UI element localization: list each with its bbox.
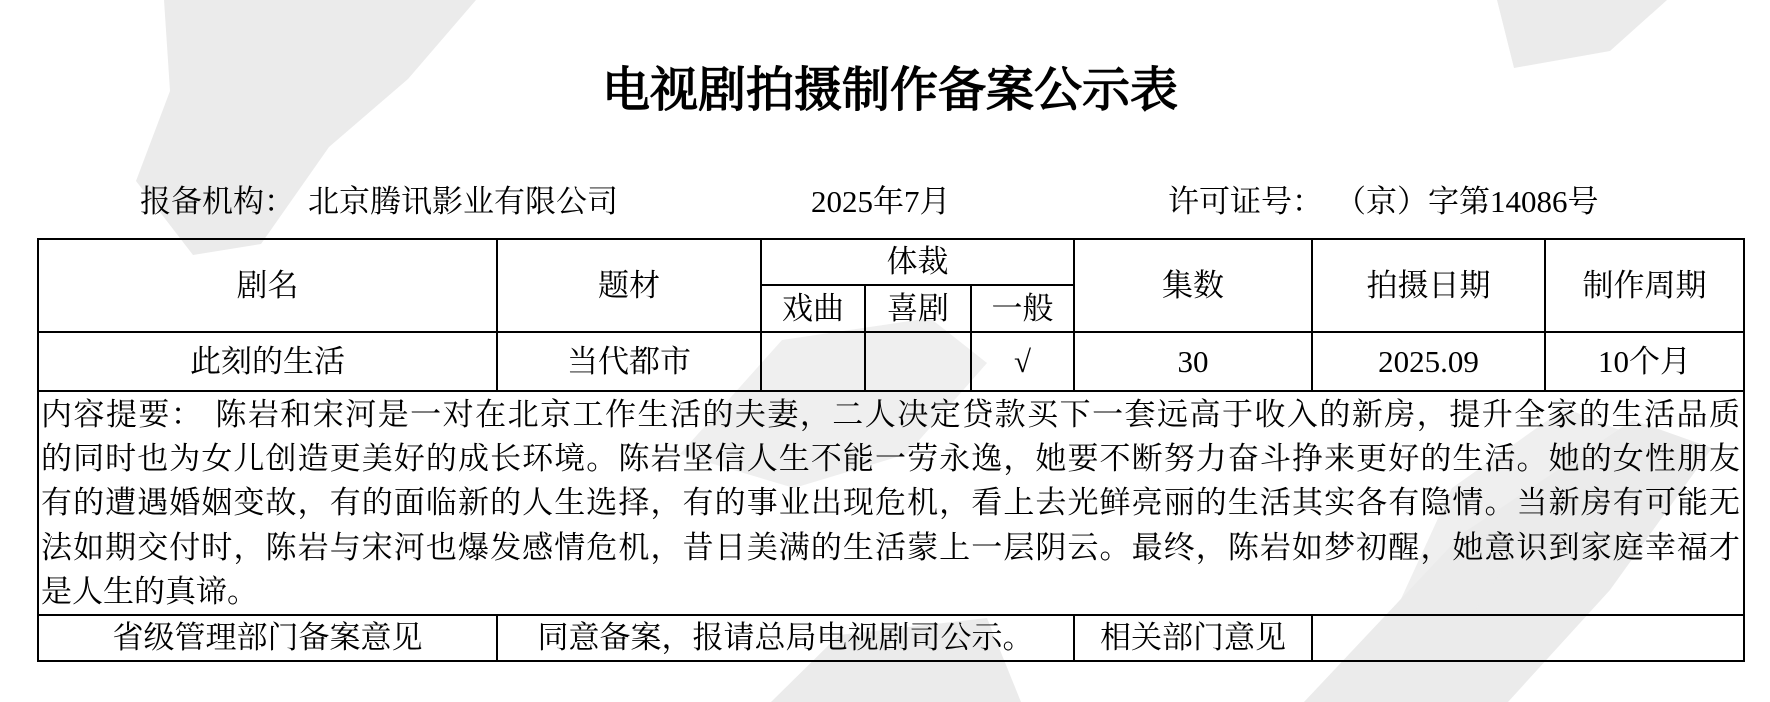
col-header-name: 剧名 (38, 239, 497, 332)
summary-line: 的同时也为女儿创造更美好的成长环境。陈岩坚信人生不能一劳永逸，她要不断努力奋斗挣来更好的生活。她的女性朋友 (41, 441, 1741, 477)
filing-date: 2025年7月 (811, 184, 951, 219)
org-label: 报备机构： (140, 184, 295, 219)
related-dept-label: 相关部门意见 (1074, 615, 1312, 661)
cell-genre-comedy (865, 332, 971, 391)
cell-production-period: 10个月 (1545, 332, 1744, 391)
related-dept-opinion (1312, 615, 1744, 661)
col-header-genre-general: 一般 (971, 285, 1074, 332)
provincial-opinion-label: 省级管理部门备案意见 (38, 615, 497, 661)
cell-shoot-date: 2025.09 (1312, 332, 1545, 391)
col-header-shoot-date: 拍摄日期 (1312, 239, 1545, 332)
col-header-subject: 题材 (497, 239, 761, 332)
col-header-episodes: 集数 (1074, 239, 1312, 332)
summary-row (38, 391, 1744, 615)
table-row (38, 332, 1744, 391)
license-value: （京）字第14086号 (1335, 184, 1599, 219)
summary-line: 有的遭遇婚姻变故，有的面临新的人生选择，有的事业出现危机，看上去光鲜亮丽的生活其实各有隐情。当新房有可能无 (41, 485, 1741, 521)
cell-genre-opera (761, 332, 865, 391)
provincial-opinion: 同意备案，报请总局电视剧司公示。 (497, 615, 1074, 661)
col-header-genre: 体裁 (761, 239, 1074, 285)
cell-genre-general: √ (971, 332, 1074, 391)
col-header-genre-opera: 戏曲 (761, 285, 865, 332)
summary-line: 法如期交付时，陈岩与宋河也爆发感情危机，昔日美满的生活蒙上一层阴云。最终，陈岩如梦初醒，她意识到家庭幸福才 (41, 529, 1741, 565)
org-value: 北京腾讯影业有限公司 (308, 184, 618, 219)
summary-line (41, 393, 1740, 437)
summary-label: 内容提要： (41, 397, 204, 432)
cell-episodes: 30 (1074, 332, 1312, 391)
watermark-shape (1497, 0, 1667, 68)
opinion-row (38, 615, 1744, 661)
table-header-row (38, 239, 1744, 285)
page-title: 电视剧拍摄制作备案公示表 (601, 64, 1178, 117)
col-header-production-period: 制作周期 (1545, 239, 1744, 332)
cell-drama-name: 此刻的生活 (38, 332, 497, 391)
col-header-genre-comedy: 喜剧 (865, 285, 971, 332)
content-summary (38, 391, 1744, 615)
summary-text: 陈岩和宋河是一对在北京工作生活的夫妻，二人决定贷款买下一套远高于收入的新房，提升全家的生活品质 (215, 397, 1741, 432)
cell-subject: 当代都市 (497, 332, 761, 391)
filing-table (37, 238, 1745, 662)
license-label: 许可证号： (1168, 184, 1323, 219)
summary-line: 是人生的真谛。 (41, 573, 258, 609)
